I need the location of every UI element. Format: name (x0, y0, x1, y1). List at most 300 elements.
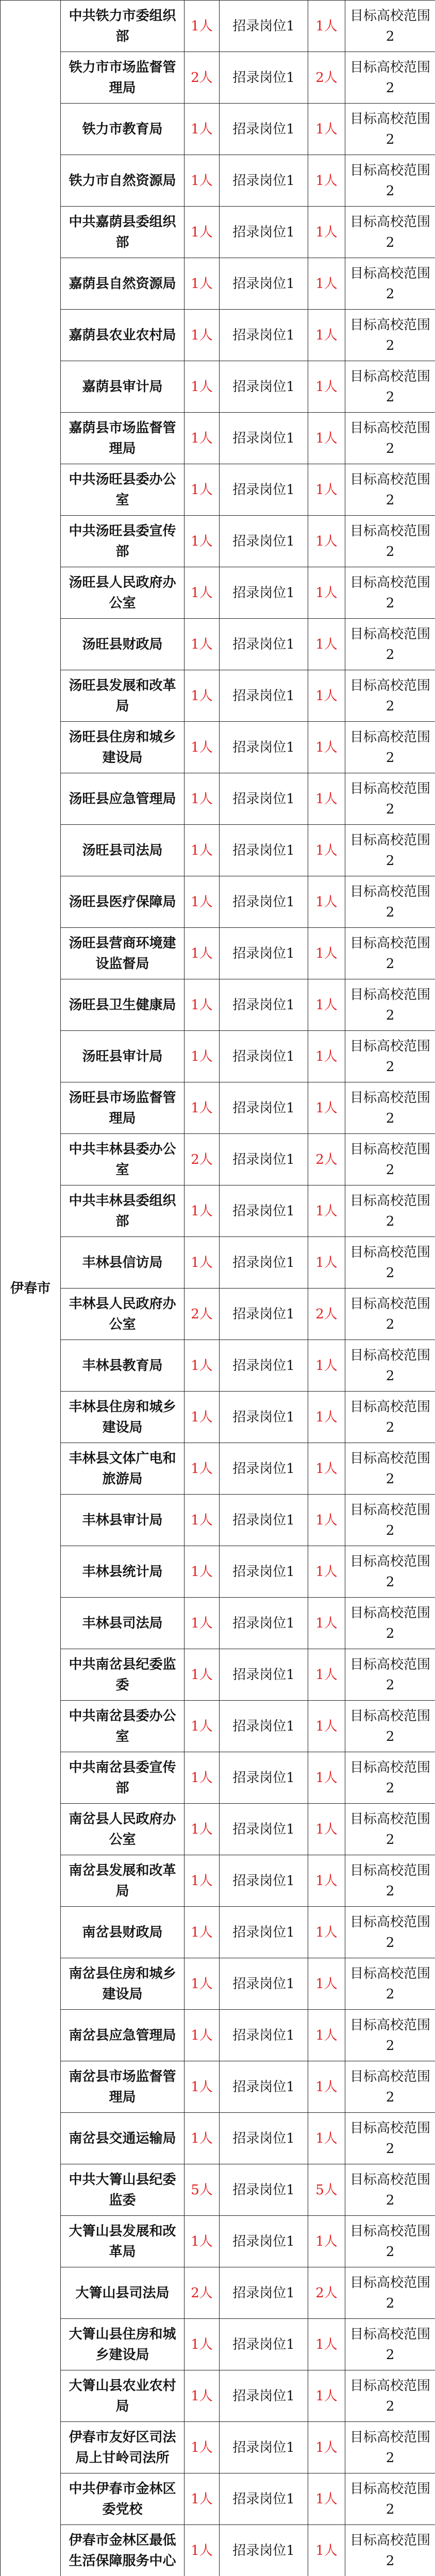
table-row (1, 876, 435, 928)
unit-count-cell: 1人 (185, 1649, 220, 1701)
unit-name-cell: 中共南岔县纪委监委 (61, 1649, 185, 1701)
position-name-cell: 招录岗位1 (220, 1649, 308, 1701)
unit-count-cell: 1人 (185, 104, 220, 155)
table-row (1, 1958, 435, 2010)
unit-name-cell: 中共铁力市委组织部 (61, 1, 185, 52)
position-name-cell: 招录岗位1 (220, 1701, 308, 1752)
unit-name-cell: 中共南岔县委宣传部 (61, 1752, 185, 1804)
table-row (1, 1495, 435, 1546)
position-name-cell: 招录岗位1 (220, 1237, 308, 1289)
unit-count-cell: 1人 (185, 310, 220, 361)
table-row (1, 207, 435, 258)
position-name-cell: 招录岗位1 (220, 979, 308, 1031)
position-count-cell: 2人 (308, 1134, 345, 1185)
position-count-cell: 1人 (308, 1495, 345, 1546)
position-count-cell: 2人 (308, 52, 345, 104)
position-count-cell: 1人 (308, 1752, 345, 1804)
table-row (1, 1082, 435, 1134)
unit-name-cell: 嘉荫县自然资源局 (61, 258, 185, 310)
position-name-cell: 招录岗位1 (220, 1752, 308, 1804)
table-row (1, 670, 435, 722)
target-school-range-cell: 目标高校范围2 (345, 567, 435, 619)
unit-name-cell: 中共汤旺县委宣传部 (61, 516, 185, 567)
unit-count-cell: 1人 (185, 1185, 220, 1237)
position-count-cell: 1人 (308, 1907, 345, 1958)
target-school-range-cell: 目标高校范围2 (345, 1, 435, 52)
unit-count-cell: 1人 (185, 2370, 220, 2422)
target-school-range-cell: 目标高校范围2 (345, 1443, 435, 1495)
position-count-cell: 1人 (308, 1546, 345, 1598)
target-school-range-cell: 目标高校范围2 (345, 1495, 435, 1546)
table-row (1, 1340, 435, 1392)
position-name-cell: 招录岗位1 (220, 1031, 308, 1082)
position-count-cell: 1人 (308, 2473, 345, 2525)
unit-name-cell: 南岔县发展和改革局 (61, 1855, 185, 1907)
unit-count-cell: 2人 (185, 1134, 220, 1185)
position-name-cell: 招录岗位1 (220, 2370, 308, 2422)
unit-name-cell: 南岔县住房和城乡建设局 (61, 1958, 185, 2010)
table-row (1, 2525, 435, 2576)
unit-count-cell: 1人 (185, 928, 220, 979)
position-name-cell: 招录岗位1 (220, 2525, 308, 2576)
position-name-cell: 招录岗位1 (220, 773, 308, 825)
unit-name-cell: 汤旺县住房和城乡建设局 (61, 722, 185, 773)
unit-count-cell: 1人 (185, 1495, 220, 1546)
position-name-cell: 招录岗位1 (220, 52, 308, 104)
unit-name-cell: 汤旺县财政局 (61, 619, 185, 670)
table-row (1, 1804, 435, 1855)
table-row (1, 1855, 435, 1907)
target-school-range-cell: 目标高校范围2 (345, 464, 435, 516)
unit-name-cell: 丰林县司法局 (61, 1598, 185, 1649)
table-row (1, 104, 435, 155)
position-name-cell: 招录岗位1 (220, 2473, 308, 2525)
position-name-cell: 招录岗位1 (220, 1185, 308, 1237)
unit-count-cell: 1人 (185, 2216, 220, 2267)
target-school-range-cell: 目标高校范围2 (345, 310, 435, 361)
table-row (1, 1598, 435, 1649)
position-count-cell: 2人 (308, 1289, 345, 1340)
position-name-cell: 招录岗位1 (220, 2113, 308, 2164)
table-row (1, 1, 435, 52)
position-count-cell: 1人 (308, 928, 345, 979)
table-row (1, 2473, 435, 2525)
position-name-cell: 招录岗位1 (220, 2164, 308, 2216)
target-school-range-cell: 目标高校范围2 (345, 928, 435, 979)
position-count-cell: 1人 (308, 258, 345, 310)
unit-name-cell: 丰林县人民政府办公室 (61, 1289, 185, 1340)
target-school-range-cell: 目标高校范围2 (345, 2319, 435, 2370)
target-school-range-cell: 目标高校范围2 (345, 1804, 435, 1855)
table-row (1, 979, 435, 1031)
unit-count-cell: 1人 (185, 2525, 220, 2576)
unit-name-cell: 汤旺县司法局 (61, 825, 185, 876)
target-school-range-cell: 目标高校范围2 (345, 722, 435, 773)
target-school-range-cell: 目标高校范围2 (345, 413, 435, 464)
position-count-cell: 1人 (308, 464, 345, 516)
target-school-range-cell: 目标高校范围2 (345, 258, 435, 310)
target-school-range-cell: 目标高校范围2 (345, 1598, 435, 1649)
unit-name-cell: 汤旺县卫生健康局 (61, 979, 185, 1031)
table-row (1, 1289, 435, 1340)
unit-count-cell: 1人 (185, 1546, 220, 1598)
position-count-cell: 1人 (308, 2010, 345, 2061)
unit-count-cell: 2人 (185, 52, 220, 104)
target-school-range-cell: 目标高校范围2 (345, 207, 435, 258)
position-name-cell: 招录岗位1 (220, 1340, 308, 1392)
position-name-cell: 招录岗位1 (220, 464, 308, 516)
target-school-range-cell: 目标高校范围2 (345, 1031, 435, 1082)
table-row (1, 361, 435, 413)
table-row (1, 722, 435, 773)
position-name-cell: 招录岗位1 (220, 2010, 308, 2061)
position-count-cell: 5人 (308, 2164, 345, 2216)
unit-count-cell: 1人 (185, 2061, 220, 2113)
target-school-range-cell: 目标高校范围2 (345, 1855, 435, 1907)
position-count-cell: 1人 (308, 2061, 345, 2113)
position-name-cell: 招录岗位1 (220, 1392, 308, 1443)
table-row (1, 1701, 435, 1752)
position-name-cell: 招录岗位1 (220, 413, 308, 464)
table-row (1, 773, 435, 825)
unit-count-cell: 1人 (185, 1031, 220, 1082)
position-count-cell: 1人 (308, 1392, 345, 1443)
unit-name-cell: 丰林县文体广电和旅游局 (61, 1443, 185, 1495)
unit-name-cell: 大箐山县发展和改革局 (61, 2216, 185, 2267)
unit-name-cell: 中共大箐山县纪委监委 (61, 2164, 185, 2216)
unit-name-cell: 丰林县住房和城乡建设局 (61, 1392, 185, 1443)
target-school-range-cell: 目标高校范围2 (345, 876, 435, 928)
unit-name-cell: 嘉荫县审计局 (61, 361, 185, 413)
target-school-range-cell: 目标高校范围2 (345, 155, 435, 207)
unit-name-cell: 伊春市友好区司法局上甘岭司法所 (61, 2422, 185, 2473)
target-school-range-cell: 目标高校范围2 (345, 52, 435, 104)
table-row (1, 155, 435, 207)
target-school-range-cell: 目标高校范围2 (345, 2113, 435, 2164)
position-name-cell: 招录岗位1 (220, 2061, 308, 2113)
table-row (1, 1134, 435, 1185)
position-name-cell: 招录岗位1 (220, 1907, 308, 1958)
unit-name-cell: 中共丰林县委组织部 (61, 1185, 185, 1237)
position-count-cell: 1人 (308, 2525, 345, 2576)
table-row (1, 464, 435, 516)
unit-count-cell: 1人 (185, 516, 220, 567)
position-name-cell: 招录岗位1 (220, 567, 308, 619)
table-body (1, 1, 435, 2576)
unit-count-cell: 1人 (185, 825, 220, 876)
position-count-cell: 1人 (308, 104, 345, 155)
target-school-range-cell: 目标高校范围2 (345, 773, 435, 825)
position-name-cell: 招录岗位1 (220, 876, 308, 928)
position-name-cell: 招录岗位1 (220, 1, 308, 52)
target-school-range-cell: 目标高校范围2 (345, 1701, 435, 1752)
position-count-cell: 1人 (308, 670, 345, 722)
position-name-cell: 招录岗位1 (220, 928, 308, 979)
position-name-cell: 招录岗位1 (220, 361, 308, 413)
unit-name-cell: 伊春市金林区最低生活保障服务中心 (61, 2525, 185, 2576)
unit-count-cell: 1人 (185, 361, 220, 413)
position-name-cell: 招录岗位1 (220, 258, 308, 310)
position-name-cell: 招录岗位1 (220, 310, 308, 361)
table-row (1, 1752, 435, 1804)
unit-name-cell: 丰林县教育局 (61, 1340, 185, 1392)
target-school-range-cell: 目标高校范围2 (345, 2422, 435, 2473)
position-name-cell: 招录岗位1 (220, 1495, 308, 1546)
unit-count-cell: 1人 (185, 1701, 220, 1752)
unit-name-cell: 大箐山县司法局 (61, 2267, 185, 2319)
position-count-cell: 1人 (308, 2422, 345, 2473)
table-row (1, 2010, 435, 2061)
position-name-cell: 招录岗位1 (220, 1804, 308, 1855)
position-count-cell: 1人 (308, 1443, 345, 1495)
unit-count-cell: 1人 (185, 1804, 220, 1855)
unit-count-cell: 1人 (185, 1443, 220, 1495)
target-school-range-cell: 目标高校范围2 (345, 1907, 435, 1958)
target-school-range-cell: 目标高校范围2 (345, 619, 435, 670)
unit-name-cell: 中共南岔县委办公室 (61, 1701, 185, 1752)
position-name-cell: 招录岗位1 (220, 2319, 308, 2370)
position-name-cell: 招录岗位1 (220, 2267, 308, 2319)
target-school-range-cell: 目标高校范围2 (345, 825, 435, 876)
unit-count-cell: 2人 (185, 1289, 220, 1340)
unit-name-cell: 汤旺县应急管理局 (61, 773, 185, 825)
unit-name-cell: 中共汤旺县委办公室 (61, 464, 185, 516)
position-count-cell: 1人 (308, 773, 345, 825)
position-count-cell: 1人 (308, 1855, 345, 1907)
unit-count-cell: 1人 (185, 258, 220, 310)
table-row (1, 2061, 435, 2113)
position-count-cell: 1人 (308, 155, 345, 207)
unit-count-cell: 5人 (185, 2164, 220, 2216)
unit-name-cell: 大箐山县住房和城乡建设局 (61, 2319, 185, 2370)
target-school-range-cell: 目标高校范围2 (345, 104, 435, 155)
unit-name-cell: 丰林县审计局 (61, 1495, 185, 1546)
unit-count-cell: 1人 (185, 876, 220, 928)
position-name-cell: 招录岗位1 (220, 1134, 308, 1185)
unit-count-cell: 1人 (185, 722, 220, 773)
table-row (1, 2113, 435, 2164)
unit-name-cell: 嘉荫县农业农村局 (61, 310, 185, 361)
table-row (1, 258, 435, 310)
target-school-range-cell: 目标高校范围2 (345, 2061, 435, 2113)
unit-count-cell: 1人 (185, 1237, 220, 1289)
unit-name-cell: 南岔县应急管理局 (61, 2010, 185, 2061)
unit-count-cell: 1人 (185, 464, 220, 516)
position-count-cell: 1人 (308, 413, 345, 464)
unit-name-cell: 汤旺县市场监督管理局 (61, 1082, 185, 1134)
table-row (1, 1546, 435, 1598)
target-school-range-cell: 目标高校范围2 (345, 1237, 435, 1289)
position-name-cell: 招录岗位1 (220, 104, 308, 155)
table-row (1, 1031, 435, 1082)
unit-count-cell: 1人 (185, 1340, 220, 1392)
unit-name-cell: 南岔县人民政府办公室 (61, 1804, 185, 1855)
unit-count-cell: 1人 (185, 670, 220, 722)
target-school-range-cell: 目标高校范围2 (345, 2216, 435, 2267)
position-count-cell: 1人 (308, 2370, 345, 2422)
unit-name-cell: 汤旺县审计局 (61, 1031, 185, 1082)
target-school-range-cell: 目标高校范围2 (345, 2267, 435, 2319)
position-count-cell: 1人 (308, 310, 345, 361)
unit-count-cell: 1人 (185, 567, 220, 619)
table-row (1, 1907, 435, 1958)
position-name-cell: 招录岗位1 (220, 1855, 308, 1907)
unit-count-cell: 1人 (185, 773, 220, 825)
region-cell: 伊春市 (1, 1, 61, 2576)
position-count-cell: 1人 (308, 619, 345, 670)
target-school-range-cell: 目标高校范围2 (345, 1082, 435, 1134)
target-school-range-cell: 目标高校范围2 (345, 1340, 435, 1392)
unit-count-cell: 1人 (185, 207, 220, 258)
unit-count-cell: 1人 (185, 1082, 220, 1134)
unit-count-cell: 1人 (185, 413, 220, 464)
position-name-cell: 招录岗位1 (220, 1958, 308, 2010)
unit-name-cell: 汤旺县医疗保障局 (61, 876, 185, 928)
position-name-cell: 招录岗位1 (220, 2216, 308, 2267)
position-name-cell: 招录岗位1 (220, 1289, 308, 1340)
target-school-range-cell: 目标高校范围2 (345, 1958, 435, 2010)
unit-count-cell: 1人 (185, 2422, 220, 2473)
target-school-range-cell: 目标高校范围2 (345, 516, 435, 567)
position-name-cell: 招录岗位1 (220, 825, 308, 876)
table-row (1, 310, 435, 361)
target-school-range-cell: 目标高校范围2 (345, 361, 435, 413)
unit-name-cell: 大箐山县农业农村局 (61, 2370, 185, 2422)
unit-count-cell: 1人 (185, 155, 220, 207)
unit-count-cell: 1人 (185, 1855, 220, 1907)
unit-name-cell: 南岔县财政局 (61, 1907, 185, 1958)
unit-name-cell: 汤旺县发展和改革局 (61, 670, 185, 722)
target-school-range-cell: 目标高校范围2 (345, 979, 435, 1031)
table-row (1, 413, 435, 464)
target-school-range-cell: 目标高校范围2 (345, 1546, 435, 1598)
unit-count-cell: 2人 (185, 2267, 220, 2319)
unit-name-cell: 丰林县统计局 (61, 1546, 185, 1598)
table-row (1, 928, 435, 979)
position-count-cell: 1人 (308, 516, 345, 567)
position-count-cell: 1人 (308, 1804, 345, 1855)
unit-count-cell: 1人 (185, 1392, 220, 1443)
position-count-cell: 2人 (308, 2267, 345, 2319)
table-row (1, 567, 435, 619)
target-school-range-cell: 目标高校范围2 (345, 1289, 435, 1340)
unit-name-cell: 铁力市教育局 (61, 104, 185, 155)
position-count-cell: 1人 (308, 722, 345, 773)
unit-count-cell: 1人 (185, 1, 220, 52)
position-count-cell: 1人 (308, 2113, 345, 2164)
target-school-range-cell: 目标高校范围2 (345, 1392, 435, 1443)
unit-count-cell: 1人 (185, 1598, 220, 1649)
table-row (1, 2164, 435, 2216)
position-name-cell: 招录岗位1 (220, 619, 308, 670)
unit-name-cell: 南岔县市场监督管理局 (61, 2061, 185, 2113)
position-count-cell: 1人 (308, 567, 345, 619)
table-row (1, 2319, 435, 2370)
unit-name-cell: 铁力市自然资源局 (61, 155, 185, 207)
table-row (1, 2216, 435, 2267)
position-count-cell: 1人 (308, 1958, 345, 2010)
position-count-cell: 1人 (308, 361, 345, 413)
position-count-cell: 1人 (308, 1, 345, 52)
unit-name-cell: 汤旺县人民政府办公室 (61, 567, 185, 619)
unit-count-cell: 1人 (185, 2319, 220, 2370)
unit-name-cell: 汤旺县营商环境建设监督局 (61, 928, 185, 979)
position-count-cell: 1人 (308, 876, 345, 928)
unit-name-cell: 中共伊春市金林区委党校 (61, 2473, 185, 2525)
position-count-cell: 1人 (308, 979, 345, 1031)
table-row (1, 2267, 435, 2319)
unit-count-cell: 1人 (185, 2473, 220, 2525)
unit-name-cell: 中共丰林县委办公室 (61, 1134, 185, 1185)
position-count-cell: 1人 (308, 1237, 345, 1289)
target-school-range-cell: 目标高校范围2 (345, 1649, 435, 1701)
position-count-cell: 1人 (308, 1082, 345, 1134)
unit-name-cell: 嘉荫县市场监督管理局 (61, 413, 185, 464)
table-row (1, 52, 435, 104)
position-name-cell: 招录岗位1 (220, 722, 308, 773)
unit-count-cell: 1人 (185, 1907, 220, 1958)
position-name-cell: 招录岗位1 (220, 1082, 308, 1134)
unit-count-cell: 1人 (185, 1958, 220, 2010)
position-name-cell: 招录岗位1 (220, 2422, 308, 2473)
table-row (1, 825, 435, 876)
unit-count-cell: 1人 (185, 619, 220, 670)
target-school-range-cell: 目标高校范围2 (345, 2473, 435, 2525)
table-row (1, 1237, 435, 1289)
position-count-cell: 1人 (308, 1185, 345, 1237)
position-name-cell: 招录岗位1 (220, 1443, 308, 1495)
position-count-cell: 1人 (308, 1701, 345, 1752)
target-school-range-cell: 目标高校范围2 (345, 2370, 435, 2422)
position-count-cell: 1人 (308, 825, 345, 876)
target-school-range-cell: 目标高校范围2 (345, 670, 435, 722)
table-row (1, 1649, 435, 1701)
position-name-cell: 招录岗位1 (220, 1598, 308, 1649)
target-school-range-cell: 目标高校范围2 (345, 1185, 435, 1237)
position-name-cell: 招录岗位1 (220, 155, 308, 207)
unit-count-cell: 1人 (185, 979, 220, 1031)
target-school-range-cell: 目标高校范围2 (345, 1134, 435, 1185)
target-school-range-cell: 目标高校范围2 (345, 2010, 435, 2061)
unit-name-cell: 中共嘉荫县委组织部 (61, 207, 185, 258)
position-count-cell: 1人 (308, 2216, 345, 2267)
unit-name-cell: 铁力市市场监督管理局 (61, 52, 185, 104)
position-count-cell: 1人 (308, 2319, 345, 2370)
unit-count-cell: 1人 (185, 2010, 220, 2061)
position-count-cell: 1人 (308, 1340, 345, 1392)
position-name-cell: 招录岗位1 (220, 516, 308, 567)
position-name-cell: 招录岗位1 (220, 207, 308, 258)
table-row (1, 2422, 435, 2473)
table-row (1, 516, 435, 567)
table-row (1, 1392, 435, 1443)
table-row (1, 1185, 435, 1237)
target-school-range-cell: 目标高校范围2 (345, 2164, 435, 2216)
position-name-cell: 招录岗位1 (220, 1546, 308, 1598)
table-row (1, 2370, 435, 2422)
target-school-range-cell: 目标高校范围2 (345, 1752, 435, 1804)
unit-name-cell: 丰林县信访局 (61, 1237, 185, 1289)
unit-count-cell: 1人 (185, 1752, 220, 1804)
position-count-cell: 1人 (308, 207, 345, 258)
position-count-cell: 1人 (308, 1031, 345, 1082)
target-school-range-cell: 目标高校范围2 (345, 2525, 435, 2576)
unit-count-cell: 1人 (185, 2113, 220, 2164)
position-name-cell: 招录岗位1 (220, 670, 308, 722)
table-row (1, 619, 435, 670)
unit-name-cell: 南岔县交通运输局 (61, 2113, 185, 2164)
position-count-cell: 1人 (308, 1649, 345, 1701)
